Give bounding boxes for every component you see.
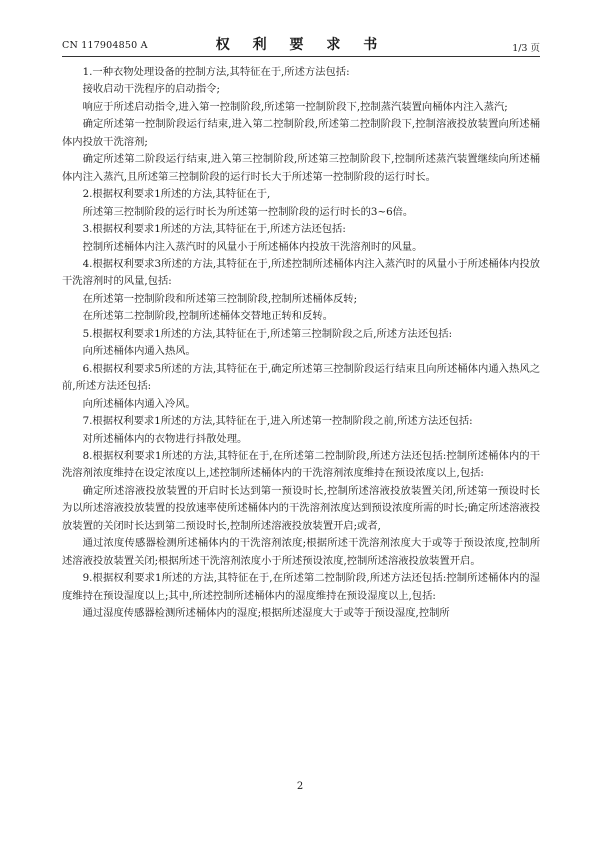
claim-paragraph: 1.一种衣物处理设备的控制方法,其特征在于,所述方法包括: [82, 66, 350, 78]
claim-paragraph: 向所述桶体内通入冷风。 [82, 397, 196, 410]
claim-paragraph: 5.根据权利要求1所述的方法,其特征在于,所述第三控制阶段之后,所述方法还包括: [82, 327, 453, 340]
publication-number: CN 117904850 A [62, 40, 148, 51]
claim-paragraph: 确定所述溶液投放装置的开启时长达到第一预设时长,控制所述溶液投放装置关闭,所述第一预设时长为以所述溶液投放装置的投放速率使所述桶体内的干洗溶剂浓度达到预设浓度所需的时长;确定所述溶液投放装置的关闭时长达到第二预设时长,控制所述溶液投放装置开启;或者, [62, 484, 540, 532]
claim-paragraph: 7.根据权利要求1所述的方法,其特征在于,进入所述第一控制阶段之前,所述方法还包括: [82, 415, 473, 428]
claim-paragraph: 确定所述第二阶段运行结束,进入第三控制阶段,所述第三控制阶段下,控制所述蒸汽装置继续向所述桶体内注入蒸汽,且所述第三控制阶段的运行时长大于所述第一控制阶段的运行时长。 [62, 153, 540, 183]
claim-paragraph: 向所述桶体内通入热风。 [82, 345, 196, 358]
claims-body [62, 64, 540, 623]
claim-paragraph: 在所述第一控制阶段和所述第三控制阶段,控制所述桶体反转; [82, 292, 358, 305]
claim-paragraph: 控制所述桶体内注入蒸汽时的风量小于所述桶体内投放干洗溶剂时的风量。 [82, 240, 423, 253]
claim-paragraph: 通过湿度传感器检测所述桶体内的湿度;根据所述湿度大于或等于预设湿度,控制所 [82, 607, 450, 620]
claim-paragraph: 4.根据权利要求3所述的方法,其特征在于,所述控制所述桶体内注入蒸汽时的风量小于所述桶体内投放干洗溶剂时的风量,包括: [62, 257, 540, 288]
document-title: 权 利 要 求 书 [215, 37, 387, 53]
claim-paragraph: 在所述第二控制阶段,控制所述桶体交替地正转和反转。 [82, 310, 333, 323]
claim-paragraph: 所述第三控制阶段的运行时长为所述第一控制阶段的运行时长的3~6倍。 [82, 205, 414, 218]
header-divider [62, 56, 540, 57]
claim-paragraph: 9.根据权利要求1所述的方法,其特征在于,在所述第二控制阶段,所述方法还包括:控制所述桶体内的湿度维持在预设湿度以上;其中,所述控制所述桶体内的湿度维持在预设湿度以上,包括: [62, 572, 540, 602]
claim-paragraph: 3.根据权利要求1所述的方法,其特征在于,所述方法还包括: [82, 223, 346, 236]
claim-paragraph: 对所述桶体内的衣物进行抖散处理。 [82, 432, 248, 445]
claim-paragraph: 响应于所述启动指令,进入第一控制阶段,所述第一控制阶段下,控制蒸汽装置向桶体内注入蒸汽; [82, 100, 508, 113]
claim-paragraph: 8.根据权利要求1所述的方法,其特征在于,在所述第二控制阶段,所述方法还包括:控制所述桶体内的干洗溶剂浓度维持在设定浓度以上,述控制所述桶体内的干洗溶剂浓度维持在预设浓度以上,包括: [62, 449, 540, 480]
claim-paragraph: 确定所述第一控制阶段运行结束,进入第二控制阶段,所述第二控制阶段下,控制溶液投放装置向所述桶体内投放干洗溶剂; [62, 118, 540, 148]
claim-paragraph: 接收启动干洗程序的启动指令; [82, 83, 220, 96]
page-header [62, 33, 540, 55]
claim-paragraph: 2.根据权利要求1所述的方法,其特征在于, [82, 188, 271, 201]
claim-paragraph: 6.根据权利要求5所述的方法,其特征在于,确定所述第三控制阶段运行结束且向所述桶体内通入热风之前,所述方法还包括: [62, 362, 540, 393]
page-of-indicator: 1/3 页 [512, 43, 540, 54]
page-number: 2 [296, 781, 304, 792]
claim-paragraph: 通过浓度传感器检测所述桶体内的干洗溶剂浓度;根据所述干洗溶剂浓度大于或等于预设浓度,控制所述溶液投放装置关闭;根据所述干洗溶剂浓度小于所述预设浓度,控制所述溶液投放装置开启。 [62, 537, 540, 567]
